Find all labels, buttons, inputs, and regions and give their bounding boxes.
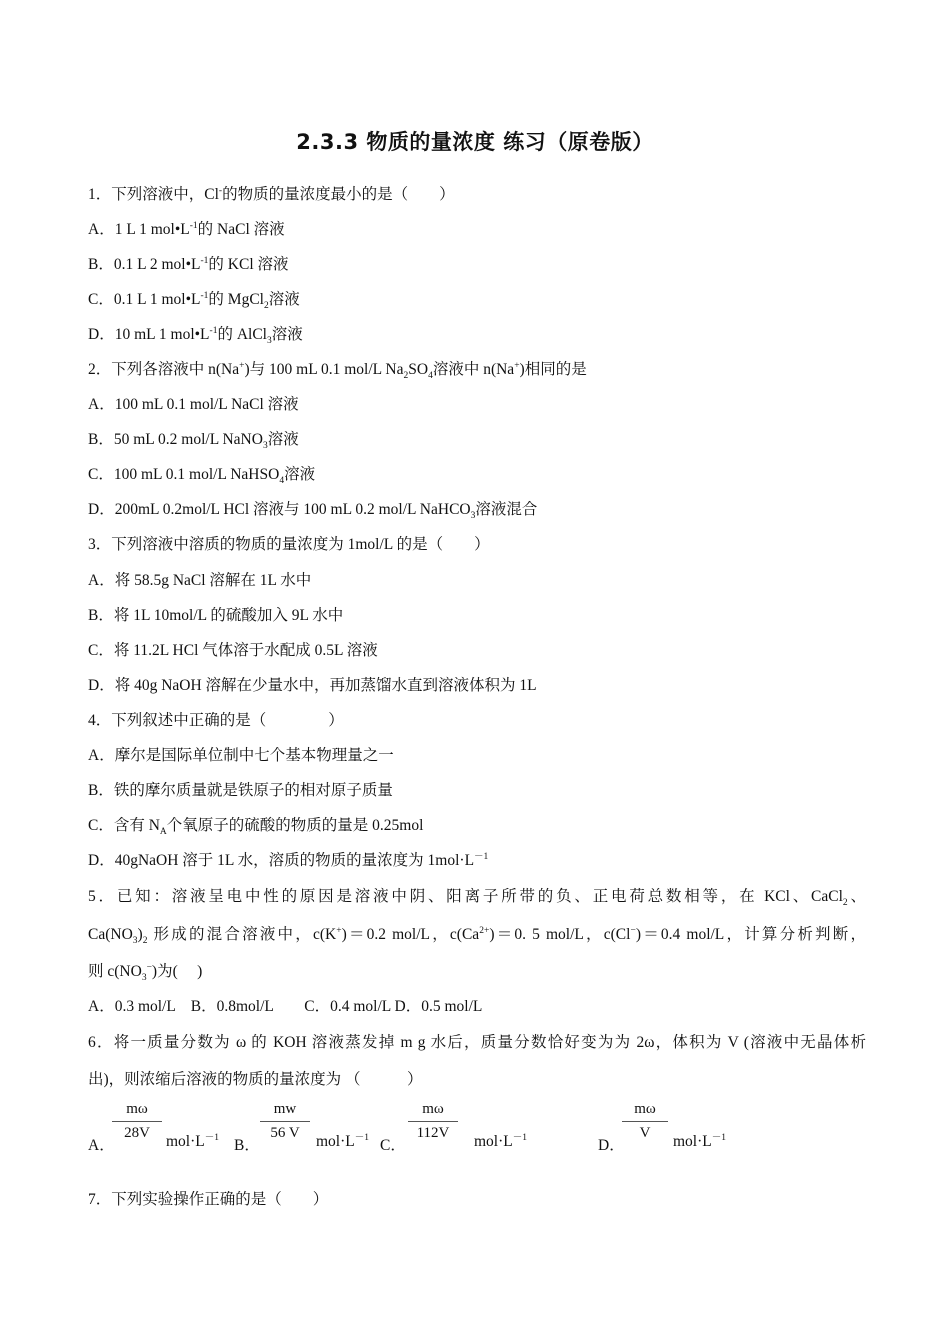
q4-option-b: B．铁的摩尔质量就是铁原子的相对原子质量: [88, 782, 393, 799]
q2-option-d: D．200mL 0.2mol/L HCl 溶液与 100 mL 0.2 mol/L NaHCO$_3$溶液混合: [88, 501, 538, 522]
q6-option-a-unit: $mol\cdot L^{-1}$: [166, 1132, 220, 1150]
q2-option-c: C．100 mL 0.1 mol/L NaHSO$_4$溶液: [88, 466, 316, 487]
q3-option-b: B．将 1L 10mol/L 的硫酸加入 9L 水中: [88, 607, 344, 624]
q5-stem-line1: 5．已知：溶液呈电中性的原因是溶液中阴、阳离子所带的负、正电荷总数相等，在 KCl、CaCl$_2$、: [88, 888, 866, 909]
q3-option-c: C．将 11.2L HCl 气体溶于水配成 0.5L 溶液: [88, 642, 378, 659]
q6-option-c-unit: $mol\cdot L^{-1}$: [474, 1132, 528, 1150]
q5-options: A．0.3 mol/L B．0.8mol/L C．0.4 mol/L D．0.5 mol/L: [88, 998, 483, 1015]
q2-stem: 2．下列各溶液中 n(Na+)与 100 mL 0.1 mol/L $Na_2SO_4$溶液中 n(Na+)相同的是: [88, 360, 587, 382]
q6-option-a-fraction: [112, 1101, 162, 1142]
q5-stem-line2: $Ca(NO_3)_2$ 形成的混合溶液中，c(K+)＝0.2 mol/L，$c(Ca^{2+})=0$. 5 mol/L，c(Cl−)＝0.4 mol/L，计算分析判断，: [88, 925, 866, 947]
q6-option-b-unit: $mol\cdot L^{-1}$: [316, 1132, 370, 1150]
q4-stem: 4．下列叙述中正确的是（ ）: [88, 712, 344, 729]
fraction-numerator: mw: [273, 1101, 297, 1117]
q4-option-a: A．摩尔是国际单位制中七个基本物理量之一: [88, 747, 394, 764]
fraction-numerator: mω: [422, 1101, 444, 1117]
q6-option-b-fraction: [260, 1101, 310, 1142]
fraction-denominator: 56 V: [270, 1125, 300, 1141]
q6-option-d-fraction: [622, 1101, 668, 1142]
q1-option-c: C．0.1 L 1 $mol•L^{-1}$的 MgCl$_2$溶液: [88, 290, 300, 312]
q6-stem-line2: 出)，则浓缩后溶液的物质的量浓度为 （ ）: [88, 1071, 423, 1088]
q1-option-b: B．0.1 L 2 $mol•L^{-1}$的 KCl 溶液: [88, 255, 289, 273]
q2-option-b: B．50 mL 0.2 mol/L NaNO$_3$溶液: [88, 431, 299, 452]
q7-stem: 7．下列实验操作正确的是（ ）: [88, 1191, 329, 1208]
q6-stem-line1: 6．将一质量分数为 ω 的 KOH 溶液蒸发掉 m g 水后，质量分数恰好变为为 2ω，体积为 V (溶液中无晶体析: [88, 1034, 866, 1051]
q2-option-a: A．100 mL 0.1 mol/L NaCl 溶液: [88, 396, 299, 413]
q6-option-b-label: B．: [234, 1137, 260, 1154]
q1-option-a: A．1 L 1 $mol•L^{-1}$的 NaCl 溶液: [88, 220, 285, 238]
q4-option-c: C．含有 $N_A$个氧原子的硫酸的物质的量是 0.25mol: [88, 817, 424, 838]
q3-option-d: D．将 40g NaOH 溶解在少量水中，再加蒸馏水直到溶液体积为 1L: [88, 677, 537, 694]
q5-stem-line3: 则 $c(NO_3^-)$为( ): [88, 962, 203, 984]
fraction-bar: [260, 1121, 310, 1122]
fraction-numerator: mω: [634, 1101, 656, 1117]
q6-option-d-label: D．: [598, 1137, 625, 1154]
fraction-bar: [408, 1121, 458, 1122]
q6-option-d-unit: $mol\cdot L^{-1}$: [673, 1132, 727, 1150]
page-title: 2.3.3 物质的量浓度 练习（原卷版）: [296, 130, 654, 154]
q1-option-d: D．10 mL 1 $mol•L^{-1}$的 AlCl$_3$溶液: [88, 325, 303, 347]
q6-option-c-label: C．: [380, 1137, 406, 1154]
q6-option-a-label: A．: [88, 1137, 115, 1154]
q6-option-c-fraction: [408, 1101, 458, 1142]
q3-stem: 3．下列溶液中溶质的物质的量浓度为 1mol/L 的是（ ）: [88, 536, 490, 553]
fraction-denominator: 28V: [124, 1125, 150, 1141]
fraction-numerator: mω: [126, 1101, 148, 1117]
fraction-bar: [112, 1121, 162, 1122]
q4-option-d: D．40gNaOH 溶于 1L 水，溶质的物质的量浓度为 $1mol\cdot L^{-1}$: [88, 851, 489, 869]
q3-option-a: A．将 58.5g NaCl 溶解在 1L 水中: [88, 572, 312, 589]
fraction-denominator: 112V: [416, 1125, 450, 1141]
fraction-denominator: V: [639, 1125, 651, 1141]
q1-stem: 1．下列溶液中，Cl-的物质的量浓度最小的是（ ）: [88, 185, 455, 203]
fraction-bar: [622, 1121, 668, 1122]
